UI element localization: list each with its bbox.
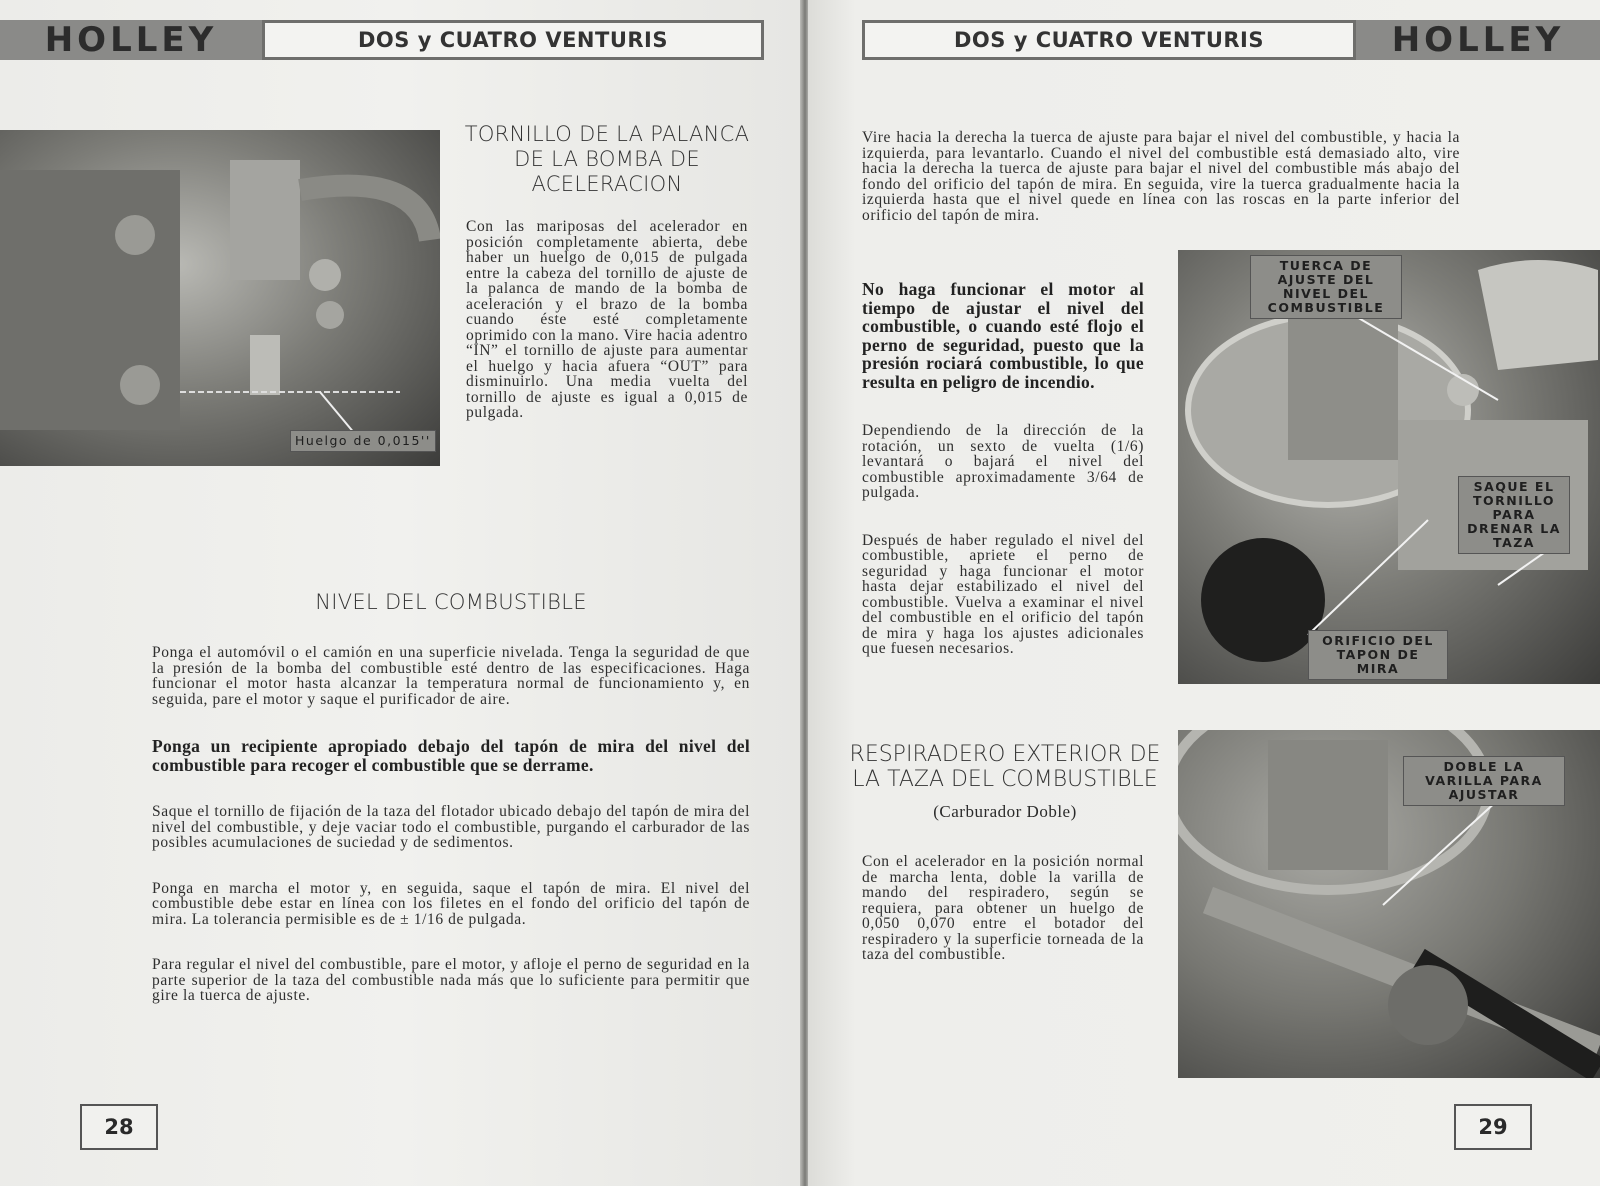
brand-logo: HOLLEY [1356, 20, 1600, 60]
paragraph: Para regular el nivel del combustible, pare el motor, y afloje el perno de seguridad en la parte superior de la taza del combustible nada más que lo suficiente para permitir que gire la tuerca de ajuste. [152, 956, 750, 1004]
section1-column [462, 122, 752, 421]
section-title: RESPIRADERO EXTERIOR DE LA TAZA DEL COMBUSTIBLE [849, 742, 1161, 792]
page-number: 28 [80, 1104, 158, 1150]
paragraph: Después de haber regulado el nivel del combustible, apriete el perno de seguridad y haga funcionar el motor hasta dejar estabilizado el nivel del combustible. Vuelva a examinar el nivel del combustible en el orificio del tapón de mira y haga los ajustes adicionales que fuesen necesarios. [862, 531, 1144, 657]
right-page [808, 0, 1600, 1186]
section-body: Con el acelerador en la posición normal de marcha lenta, doble la varilla de mando del respiradero, según se requiera, para obtener un huelgo de 0,050 0,070 entre el botador del respiradero y la superficie torneada de la taza del combustible. [862, 853, 1144, 963]
paragraph: Saque el tornillo de fijación de la taza del flotador ubicado debajo del tapón de mira del nivel del combustible, y deje vaciar todo el combustible, purgando el carburador de las posibles acumulaciones de suciedad y de sedimentos. [152, 803, 750, 851]
photo-caption: DOBLE LA VARILLA PARA AJUSTAR [1403, 756, 1565, 806]
accelerator-pump-photo [0, 130, 440, 466]
paragraph: Ponga el automóvil o el camión en una superficie nivelada. Tenga la seguridad de que la presión de la bomba del combustible esté dentro de las especificaciones. Haga funcionar el motor hasta alcanzar la temperatura normal de funcionamiento y, en seguida, pare el motor y saque el purificador de aire. [152, 644, 750, 708]
header-title: DOS y CUATRO VENTURIS [262, 20, 764, 60]
page-number: 29 [1454, 1104, 1532, 1150]
brand-logo: HOLLEY [0, 20, 262, 60]
section-body: Con las mariposas del acelerador en posición completamente abierta, debe haber un huelgo de 0,015 de pulgada entre la cabeza del tornillo de ajuste de la palanca de mando de la bomba de aceleración y el brazo de la bomba cuando éste esté completamente oprimido con la mano. Vire hacia adentro “IN” el tornillo de ajuste para aumentar el huelgo y hacia afuera “OUT” para disminuirlo. Una media vuelta del tornillo de ajuste es igual a 0,015 de pulgada. [466, 218, 748, 421]
photo-caption: ORIFICIO DEL TAPON DE MIRA [1308, 630, 1448, 680]
section3-column [838, 742, 1172, 963]
paragraph: Ponga en marcha el motor y, en seguida, saque el tapón de mira. El nivel del combustible debe estar en línea con los filetes en el fondo del orificio del tapón de mira. La tolerancia permisible es de ± 1/16 de pulgada. [152, 879, 750, 928]
vent-rod-photo [1178, 730, 1600, 1078]
warning-paragraph: Ponga un recipiente apropiado debajo del tapón de mira del nivel del combustible para recoger el combustible que se derrame. [152, 736, 750, 775]
section-subtitle: (Carburador Doble) [933, 802, 1077, 821]
section-title: TORNILLO DE LA PALANCA DE LA BOMBA DE ACELERACION [464, 122, 750, 196]
carburetor-illustration [0, 130, 440, 466]
section2-column [152, 590, 750, 1004]
section-title: NIVEL DEL COMBUSTIBLE [315, 590, 587, 614]
fuel-level-photo [1178, 250, 1600, 684]
photo-caption: SAQUE EL TORNILLO PARA DRENAR LA TAZA [1458, 476, 1570, 554]
photo-caption: Huelgo de 0,015'' [290, 430, 436, 452]
photo-caption: TUERCA DE AJUSTE DEL NIVEL DEL COMBUSTIBLE [1250, 255, 1402, 319]
paragraph: Dependiendo de la dirección de la rotación, un sexto de vuelta (1/6) levantará o bajará el nivel del combustible aproximadamente 3/64 de pulgada. [862, 422, 1144, 501]
warning-paragraph: No haga funcionar el motor al tiempo de ajustar el nivel del combustible, o cuando esté flojo el perno de seguridad, puesto que la presión rociará combustible, lo que resulta en peligro de incendio. [862, 279, 1144, 392]
fuel-level-column [862, 280, 1144, 657]
header-title: DOS y CUATRO VENTURIS [862, 20, 1356, 60]
intro-paragraph: Vire hacia la derecha la tuerca de ajuste para bajar el nivel del combustible, y hacia la izquierda, para levantarlo. Cuando el nivel del combustible está demasiado alto, vire hacia la derecha la tuerca de ajuste para bajar el nivel del combustible más abajo del fondo del orificio del tapón de mira. En seguida, vire la tuerca gradualmente hacia la izquierda hasta que el nivel quede en línea con las roscas en la parte inferior del orificio del tapón de mira. [862, 129, 1460, 224]
